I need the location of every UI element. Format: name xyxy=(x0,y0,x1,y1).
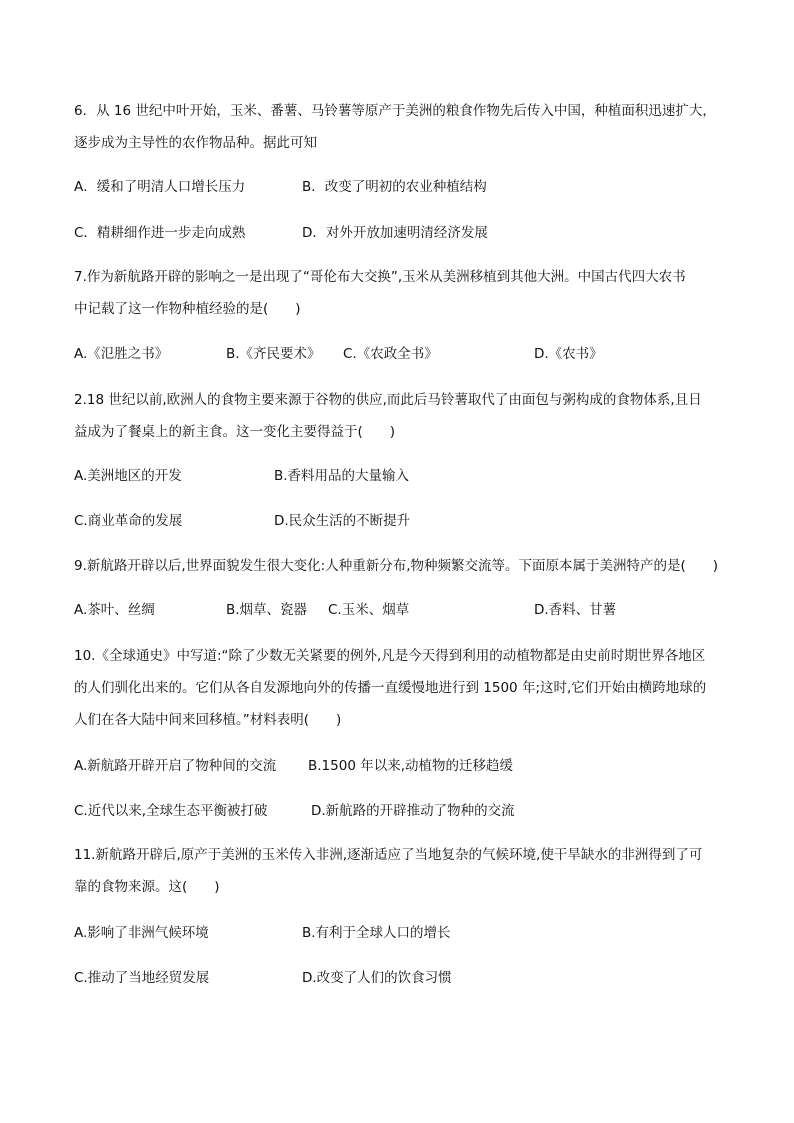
q8-option-b: B.香料用品的大量输入 xyxy=(274,468,410,484)
q7-option-c: C.《农政全书》 xyxy=(343,346,438,362)
q10-option-b: B.1500 年以来,动植物的迁移趋缓 xyxy=(308,758,513,774)
q6-option-d: D．对外开放加速明清经济发展 xyxy=(302,225,488,241)
q9-option-c: C.玉米、烟草 xyxy=(328,602,410,618)
q7-option-a: A.《氾胜之书》 xyxy=(74,346,169,362)
q9-option-b: B.烟草、瓷器 xyxy=(226,602,308,618)
q7-stem-line-1: 7.作为新航路开辟的影响之一是出现了“哥伦布大交换”,玉米从美洲移植到其他大洲。中国古代四大农书 xyxy=(74,269,686,285)
q8-stem-line-2: 益成为了餐桌上的新主食。这一变化主要得益于( ) xyxy=(74,424,396,440)
q11-stem-line-1: 11.新航路开辟后,原产于美洲的玉米传入非洲,逐渐适应了当地复杂的气候环境,使干旱缺水的非洲得到了可 xyxy=(74,847,703,863)
q11-option-d: D.改变了人们的饮食习惯 xyxy=(302,970,452,986)
q11-option-a: A.影响了非洲气候环境 xyxy=(74,925,209,941)
q8-option-c: C.商业革命的发展 xyxy=(74,513,183,529)
q6-option-b: B．改变了明初的农业种植结构 xyxy=(302,179,487,195)
q10-option-c: C.近代以来,全球生态平衡被打破 xyxy=(74,803,268,819)
q9-option-a: A.茶叶、丝绸 xyxy=(74,602,155,618)
q6-option-a: A．缓和了明清人口增长压力 xyxy=(74,179,246,195)
q9-stem-line-1: 9.新航路开辟以后,世界面貌发生很大变化:人种重新分布,物种频繁交流等。下面原本属于美洲特产的是( ) xyxy=(74,558,719,574)
q11-stem-line-2: 靠的食物来源。这( ) xyxy=(74,879,220,895)
q11-option-b: B.有利于全球人口的增长 xyxy=(302,925,451,941)
q8-stem-line-1: 2.18 世纪以前,欧洲人的食物主要来源于谷物的供应,而此后马铃薯取代了由面包与粥构成的食物体系,且日 xyxy=(74,392,702,408)
q7-stem-line-2: 中记载了这一作物种植经验的是( ) xyxy=(74,301,301,317)
q7-option-b: B.《齐民要术》 xyxy=(226,346,321,362)
q11-option-c: C.推动了当地经贸发展 xyxy=(74,970,210,986)
q6-option-c: C．精耕细作进一步走向成熟 xyxy=(74,225,246,241)
q10-option-a: A.新航路开辟开启了物种间的交流 xyxy=(74,758,277,774)
q6-stem-line-1: 6．从 16 世纪中叶开始，玉米、番薯、马铃薯等原产于美洲的粮食作物先后传入中国，种植面积迅速扩大， xyxy=(74,103,716,119)
q10-option-d: D.新航路的开辟推动了物种的交流 xyxy=(311,803,515,819)
q7-option-d: D.《农书》 xyxy=(534,346,603,362)
q8-option-d: D.民众生活的不断提升 xyxy=(274,513,411,529)
q9-option-d: D.香料、甘薯 xyxy=(534,602,617,618)
q10-stem-line-2: 的人们驯化出来的。它们从各自发源地向外的传播一直缓慢地进行到 1500 年;这时,它们开始由横跨地球的 xyxy=(74,680,707,696)
q8-option-a: A.美洲地区的开发 xyxy=(74,468,182,484)
q6-stem-line-2: 逐步成为主导性的农作物品种。据此可知 xyxy=(74,135,317,151)
q10-stem-line-3: 人们在各大陆中间来回移植。”材料表明( ) xyxy=(74,712,342,728)
q10-stem-line-1: 10.《全球通史》中写道:“除了少数无关紧要的例外,凡是今天得到利用的动植物都是由史前时期世界各地区 xyxy=(74,648,706,664)
